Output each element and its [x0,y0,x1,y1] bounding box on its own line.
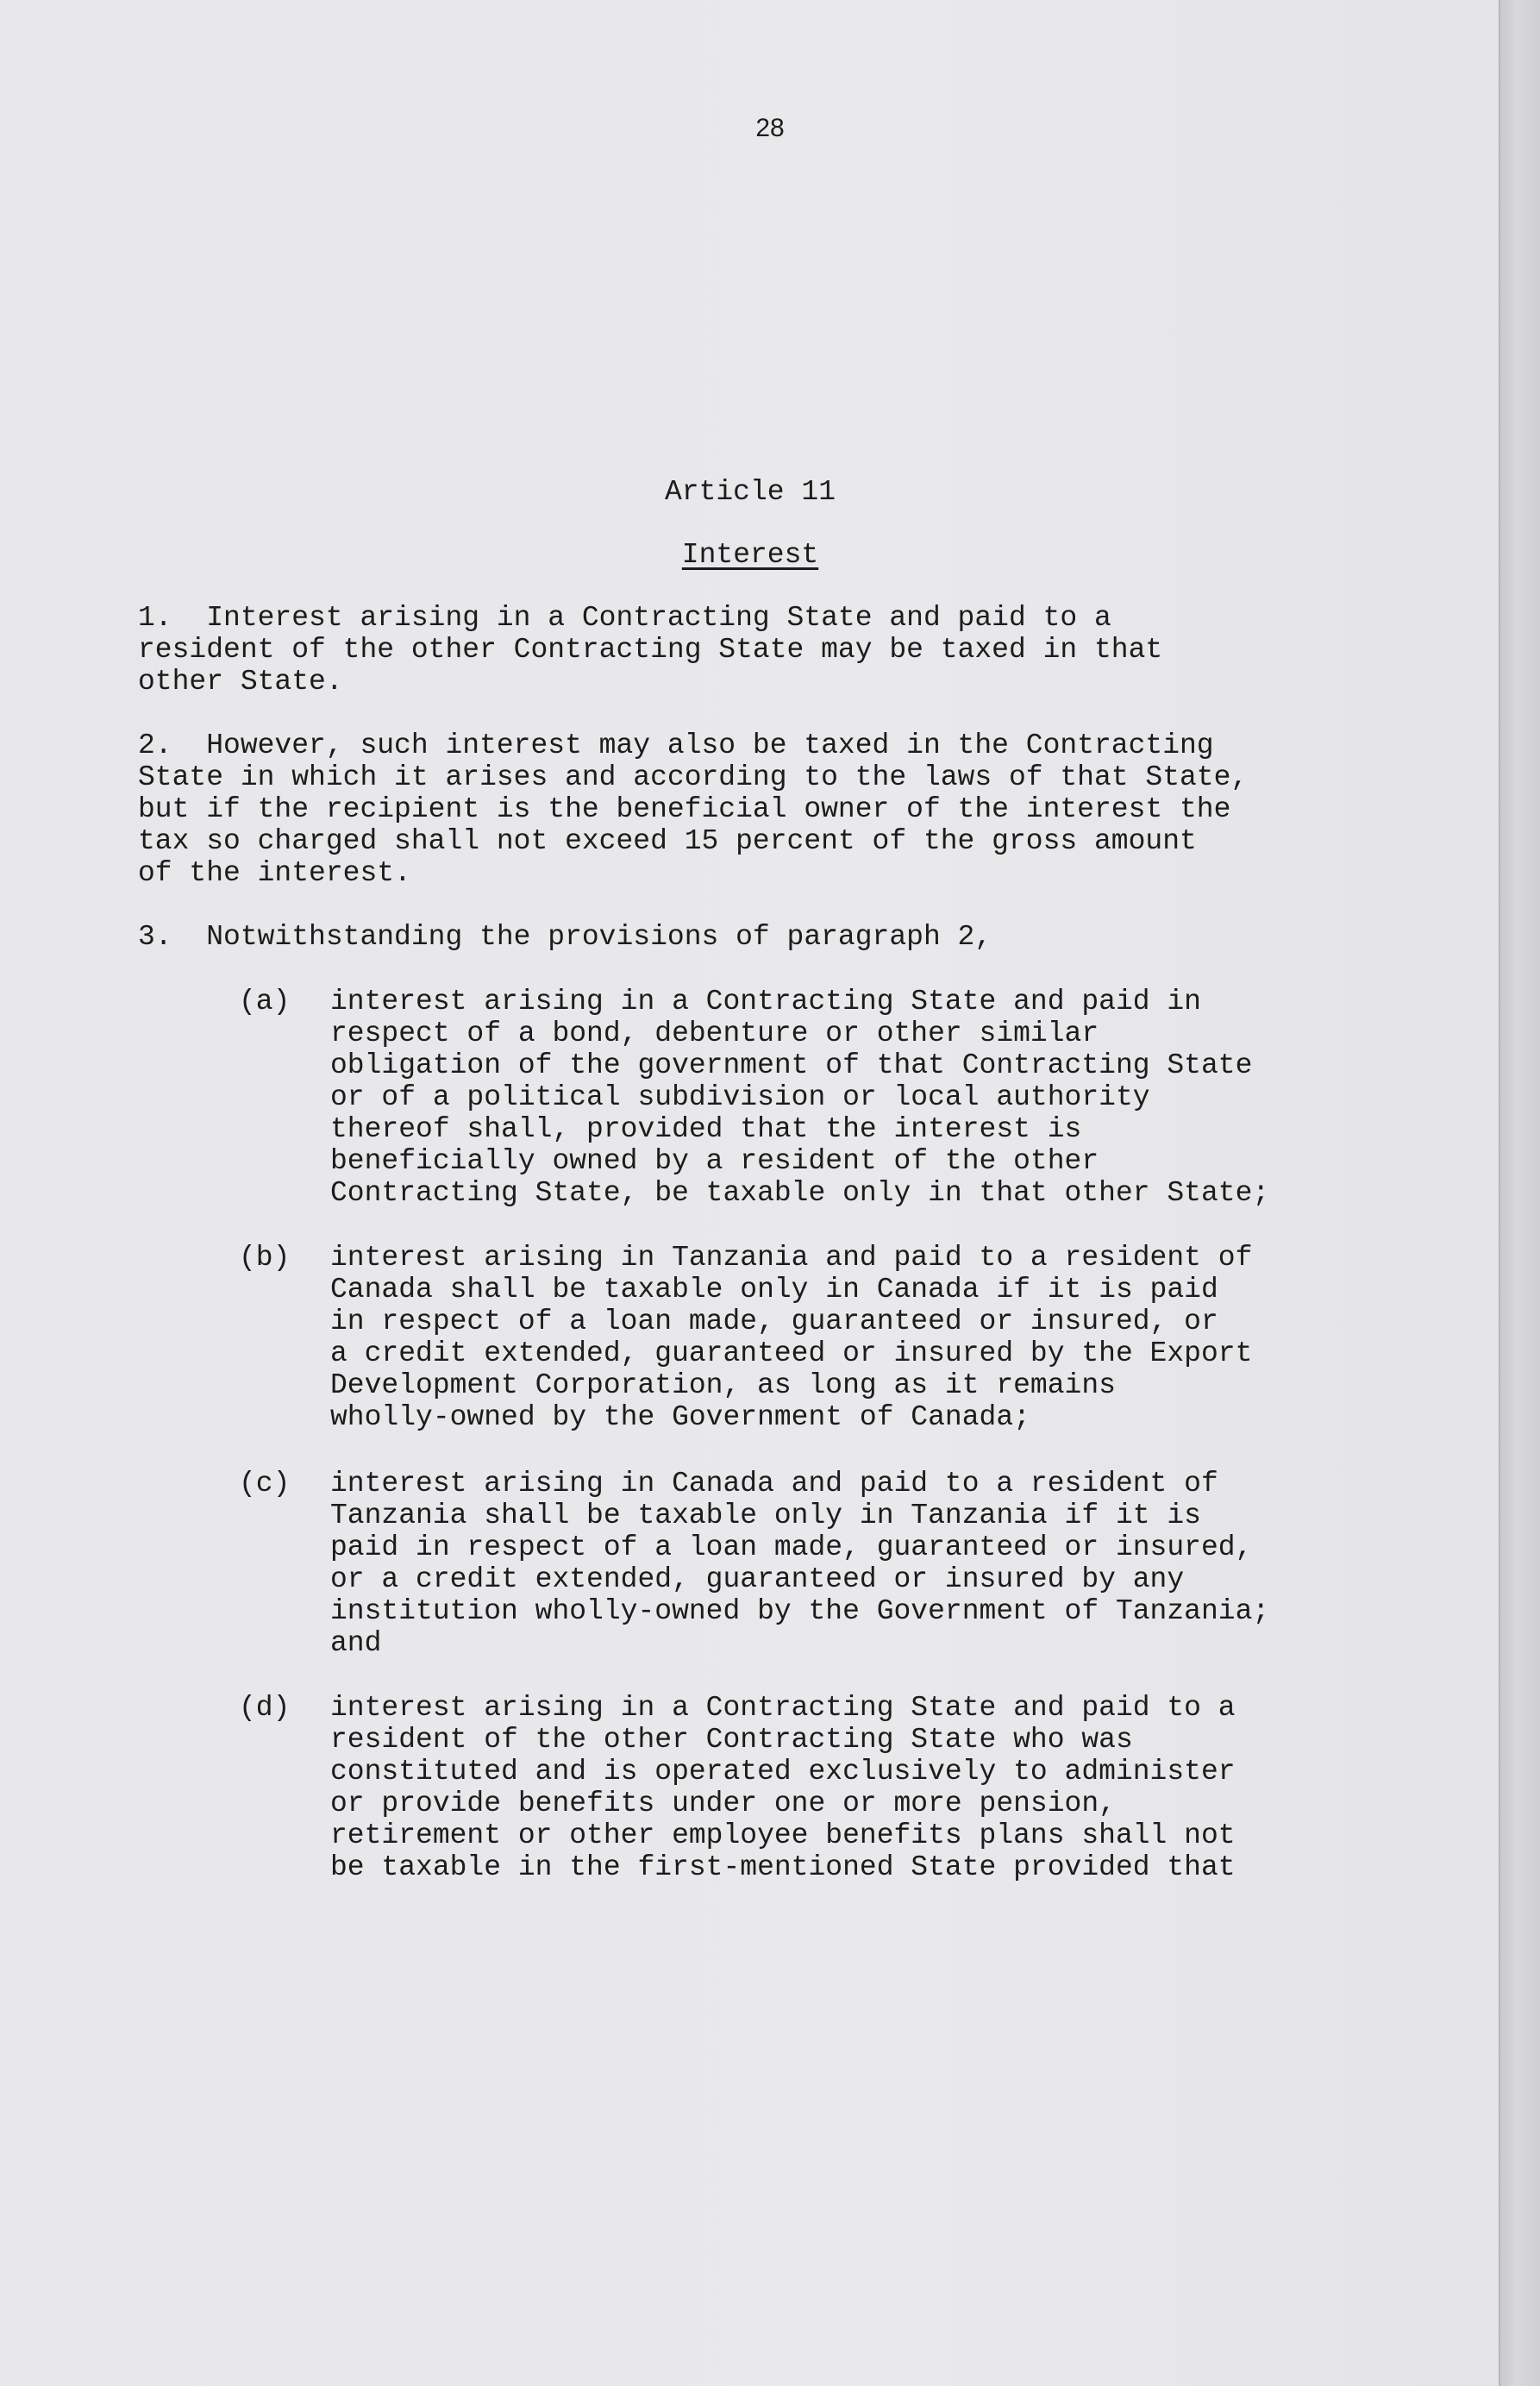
item-a-line: respect of a bond, debenture or other similar [330,1018,1099,1049]
item-b-line: wholly-owned by the Government of Canada; [330,1401,1030,1433]
paragraph-1-line: resident of the other Contracting State may be taxed in that [138,634,1163,666]
item-c-line: or a credit extended, guaranteed or insured by any [330,1563,1185,1595]
item-d-line: retirement or other employee benefits plans shall not [330,1819,1236,1851]
item-b-line: a credit extended, guaranteed or insured by the Export [330,1337,1253,1369]
item-b-line: in respect of a loan made, guaranteed or insured, or [330,1306,1218,1337]
paragraph-2-line: State in which it arises and according to the laws of that State, [138,761,1249,793]
page-binding-edge [1499,0,1540,2386]
paragraph-2-line: 2. However, such interest may also be taxed in the Contracting [138,730,1214,761]
item-d-line: resident of the other Contracting State who was [330,1724,1133,1756]
item-c-line: and [330,1627,382,1659]
item-d-label: (d) [239,1692,291,1724]
item-c-line: Tanzania shall be taxable only in Tanzania if it is [330,1500,1201,1531]
item-b-line: Canada shall be taxable only in Canada if it is paid [330,1274,1218,1306]
item-a-line: Contracting State, be taxable only in that other State; [330,1177,1270,1209]
item-d-line: constituted and is operated exclusively to administer [330,1756,1236,1788]
item-c-line: paid in respect of a loan made, guaranteed or insured, [330,1531,1253,1563]
item-c-line: institution wholly-owned by the Government of Tanzania; [330,1595,1270,1627]
item-d-line: be taxable in the first-mentioned State provided that [330,1851,1236,1883]
paragraph-2-line: tax so charged shall not exceed 15 percent of the gross amount [138,825,1197,857]
article-title: Article 11 [664,476,836,508]
item-b-line: interest arising in Tanzania and paid to a resident of [330,1242,1253,1274]
item-d-line: or provide benefits under one or more pension, [330,1788,1116,1819]
paragraph-1-line: 1. Interest arising in a Contracting State and paid to a [138,602,1111,634]
paragraph-2-line: of the interest. [138,857,411,889]
page-number: 28 [755,114,785,142]
paragraph-2-line: but if the recipient is the beneficial owner of the interest the [138,793,1231,825]
article-subtitle-text: Interest [681,539,819,571]
item-a-line: beneficially owned by a resident of the other [330,1145,1099,1177]
paragraph-1-line: other State. [138,666,343,698]
item-a-line: or of a political subdivision or local authority [330,1081,1150,1113]
item-a-line: obligation of the government of that Contracting State [330,1049,1253,1081]
item-c-label: (c) [239,1468,291,1500]
paragraph-3-line: 3. Notwithstanding the provisions of paragraph 2, [138,921,992,953]
item-a-label: (a) [239,986,291,1018]
item-c-line: interest arising in Canada and paid to a resident of [330,1468,1218,1500]
item-a-line: interest arising in a Contracting State and paid in [330,986,1201,1018]
item-d-line: interest arising in a Contracting State and paid to a [330,1692,1236,1724]
article-subtitle [0,539,1500,571]
item-b-label: (b) [239,1242,291,1274]
item-a-line: thereof shall, provided that the interest is [330,1113,1082,1145]
item-b-line: Development Corporation, as long as it remains [330,1369,1116,1401]
